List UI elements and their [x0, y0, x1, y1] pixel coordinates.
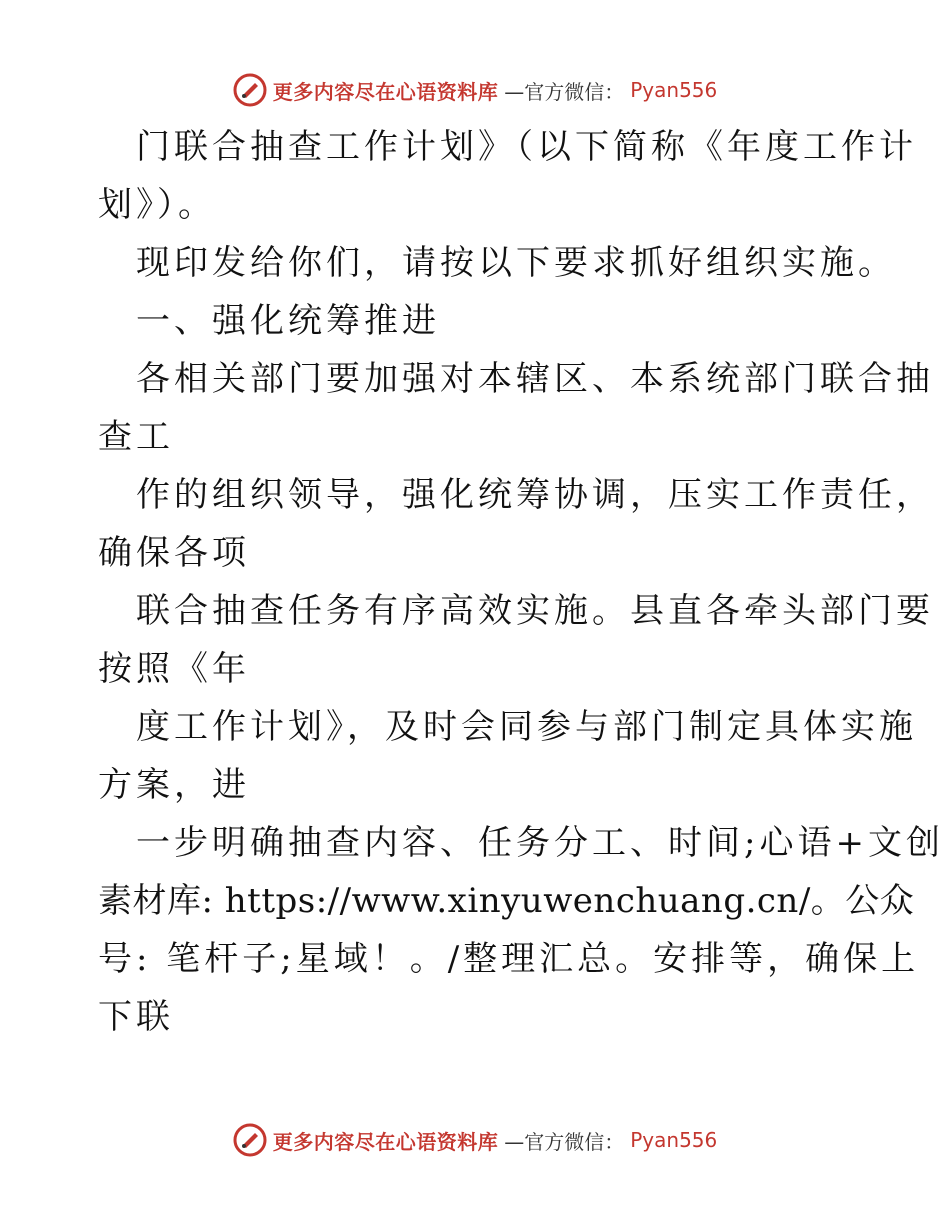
text-line: 度工作计划》，及时会同参与部门制定具体实施: [136, 707, 917, 747]
text-line: 作的组织领导，强化统筹协调，压实工作责任，: [136, 475, 934, 515]
footer-watermark: [0, 1120, 950, 1160]
text-line: 联合抽查任务有序高效实施。县直各牵头部门要: [136, 591, 934, 631]
text-line: 按照《年: [98, 649, 250, 689]
header-watermark: [0, 70, 950, 110]
text-line: 查工: [98, 417, 174, 457]
text-line: 号: 笔杆子;星域！。/整理汇总。安排等，确保上: [98, 939, 920, 979]
brand-logo-icon: [233, 73, 267, 107]
text-line: 各相关部门要加强对本辖区、本系统部门联合抽: [136, 359, 934, 399]
text-line: 一步明确抽查内容、任务分工、时间;心语+文创: [136, 823, 944, 863]
text-line: 门联合抽查工作计划》（以下简称《年度工作计: [136, 127, 917, 167]
watermark-text: 更多内容尽在心语资料库: [272, 1129, 499, 1154]
section-heading: 一、强化统筹推进: [136, 301, 440, 341]
text-line: 方案，进: [98, 765, 250, 805]
watermark-id: Pyan556: [630, 1128, 718, 1152]
text-line: 划》）。: [98, 185, 216, 225]
watermark-separator: —官方微信：: [504, 1129, 625, 1154]
watermark-id: Pyan556: [630, 78, 718, 102]
text-line: 下联: [98, 997, 174, 1037]
text-line: 素材库: https://www.xinyuwenchuang.cn/。公众: [98, 881, 915, 921]
watermark-separator: —官方微信：: [504, 79, 625, 104]
text-line: 现印发给你们，请按以下要求抓好组织实施。: [136, 243, 896, 283]
watermark-text: 更多内容尽在心语资料库: [272, 79, 499, 104]
text-line: 确保各项: [98, 533, 250, 573]
brand-logo-icon: [233, 1123, 267, 1157]
document-body: [98, 118, 944, 1046]
